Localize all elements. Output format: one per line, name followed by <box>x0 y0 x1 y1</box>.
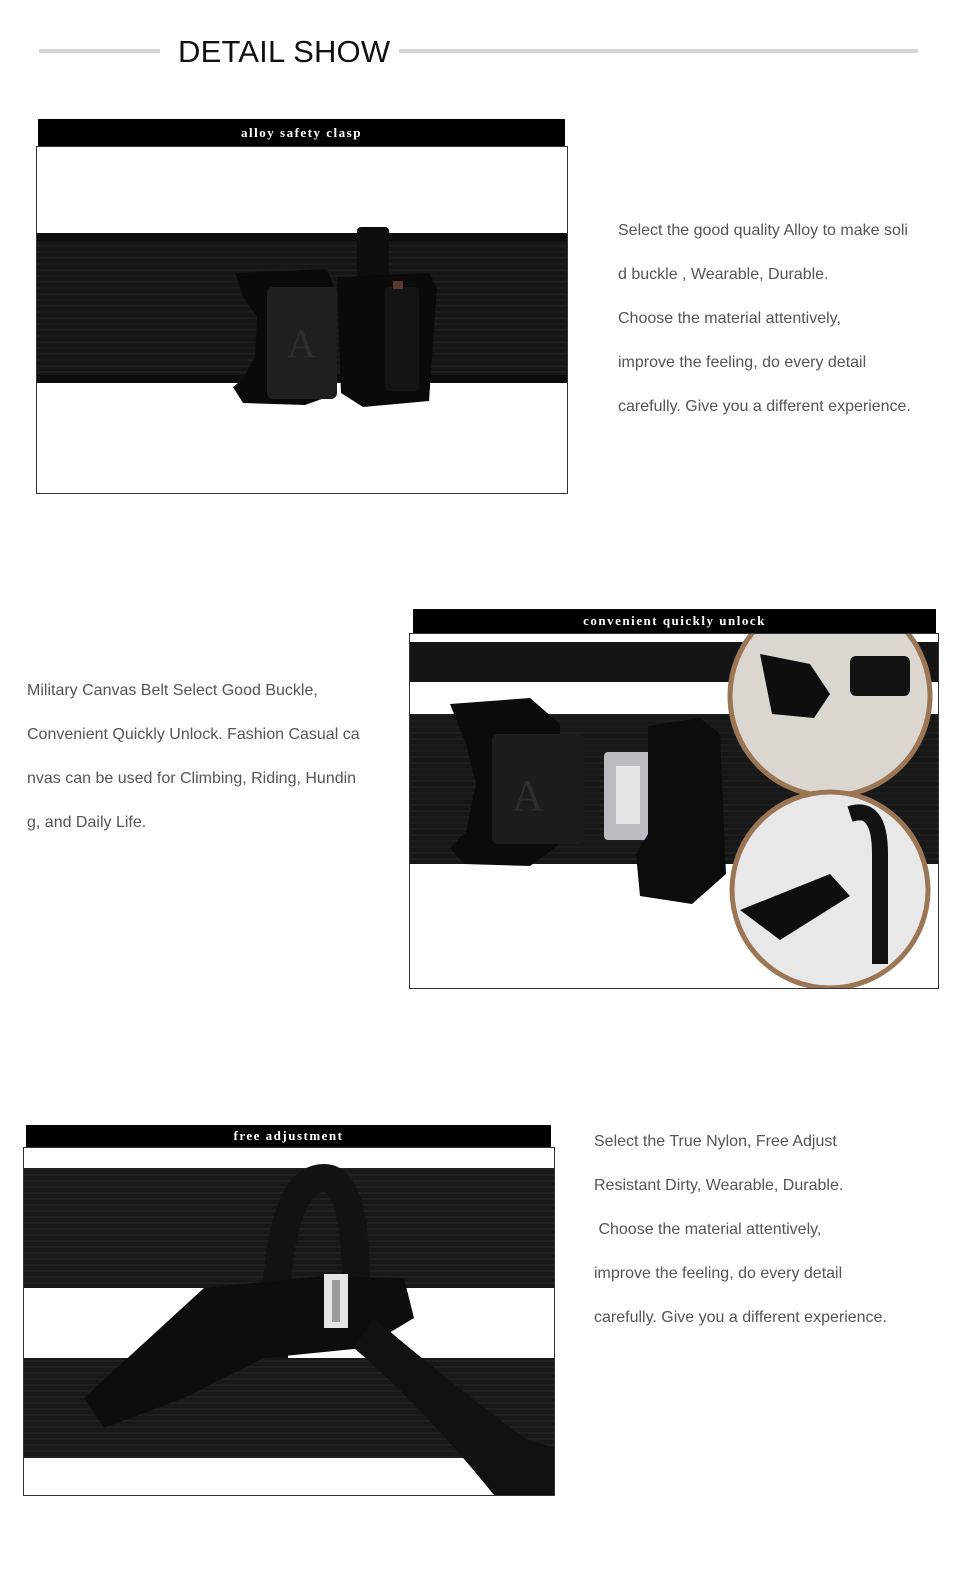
header-divider-right <box>399 49 918 53</box>
buckle-logo: A <box>512 771 544 820</box>
section-3-line-1: Select the True Nylon, Free Adjust <box>594 1133 837 1150</box>
section-1-line-4: improve the feeling, do every detail <box>618 354 867 371</box>
section-3-line-2: Resistant Dirty, Wearable, Durable. <box>594 1177 844 1194</box>
section-2-line-3: nvas can be used for Climbing, Riding, Hundin <box>27 770 357 787</box>
belt-free-adjustment-image <box>24 1148 554 1495</box>
section-3-line-5: carefully. Give you a different experience. <box>594 1309 887 1326</box>
section-3-line-3: Choose the material attentively, <box>594 1221 822 1238</box>
section-3-caption: free adjustment <box>26 1125 551 1147</box>
section-1-line-3: Choose the material attentively, <box>618 310 841 327</box>
belt-buckle-unlock-image <box>410 634 938 988</box>
section-3-image <box>23 1147 555 1496</box>
header-divider-left <box>39 49 160 53</box>
section-1-line-2: d buckle , Wearable, Durable. <box>618 266 829 283</box>
buckle-logo: A <box>287 321 316 366</box>
section-3-line-4: improve the feeling, do every detail <box>594 1265 843 1282</box>
section-1-line-5: carefully. Give you a different experience. <box>618 398 911 415</box>
section-1-line-1: Select the good quality Alloy to make soli <box>618 222 908 239</box>
section-1-image <box>36 146 568 494</box>
section-2-image <box>409 633 939 989</box>
section-2-line-2: Convenient Quickly Unlock. Fashion Casual ca <box>27 726 360 743</box>
section-2-line-1: Military Canvas Belt Select Good Buckle, <box>27 682 318 699</box>
section-2-line-4: g, and Daily Life. <box>27 814 147 831</box>
section-2-caption: convenient quickly unlock <box>413 609 936 633</box>
section-1-caption: alloy safety clasp <box>38 119 565 146</box>
page-title: DETAIL SHOW <box>178 34 391 69</box>
belt-buckle-closed-image <box>37 147 567 493</box>
buckle-right-half <box>636 718 726 904</box>
